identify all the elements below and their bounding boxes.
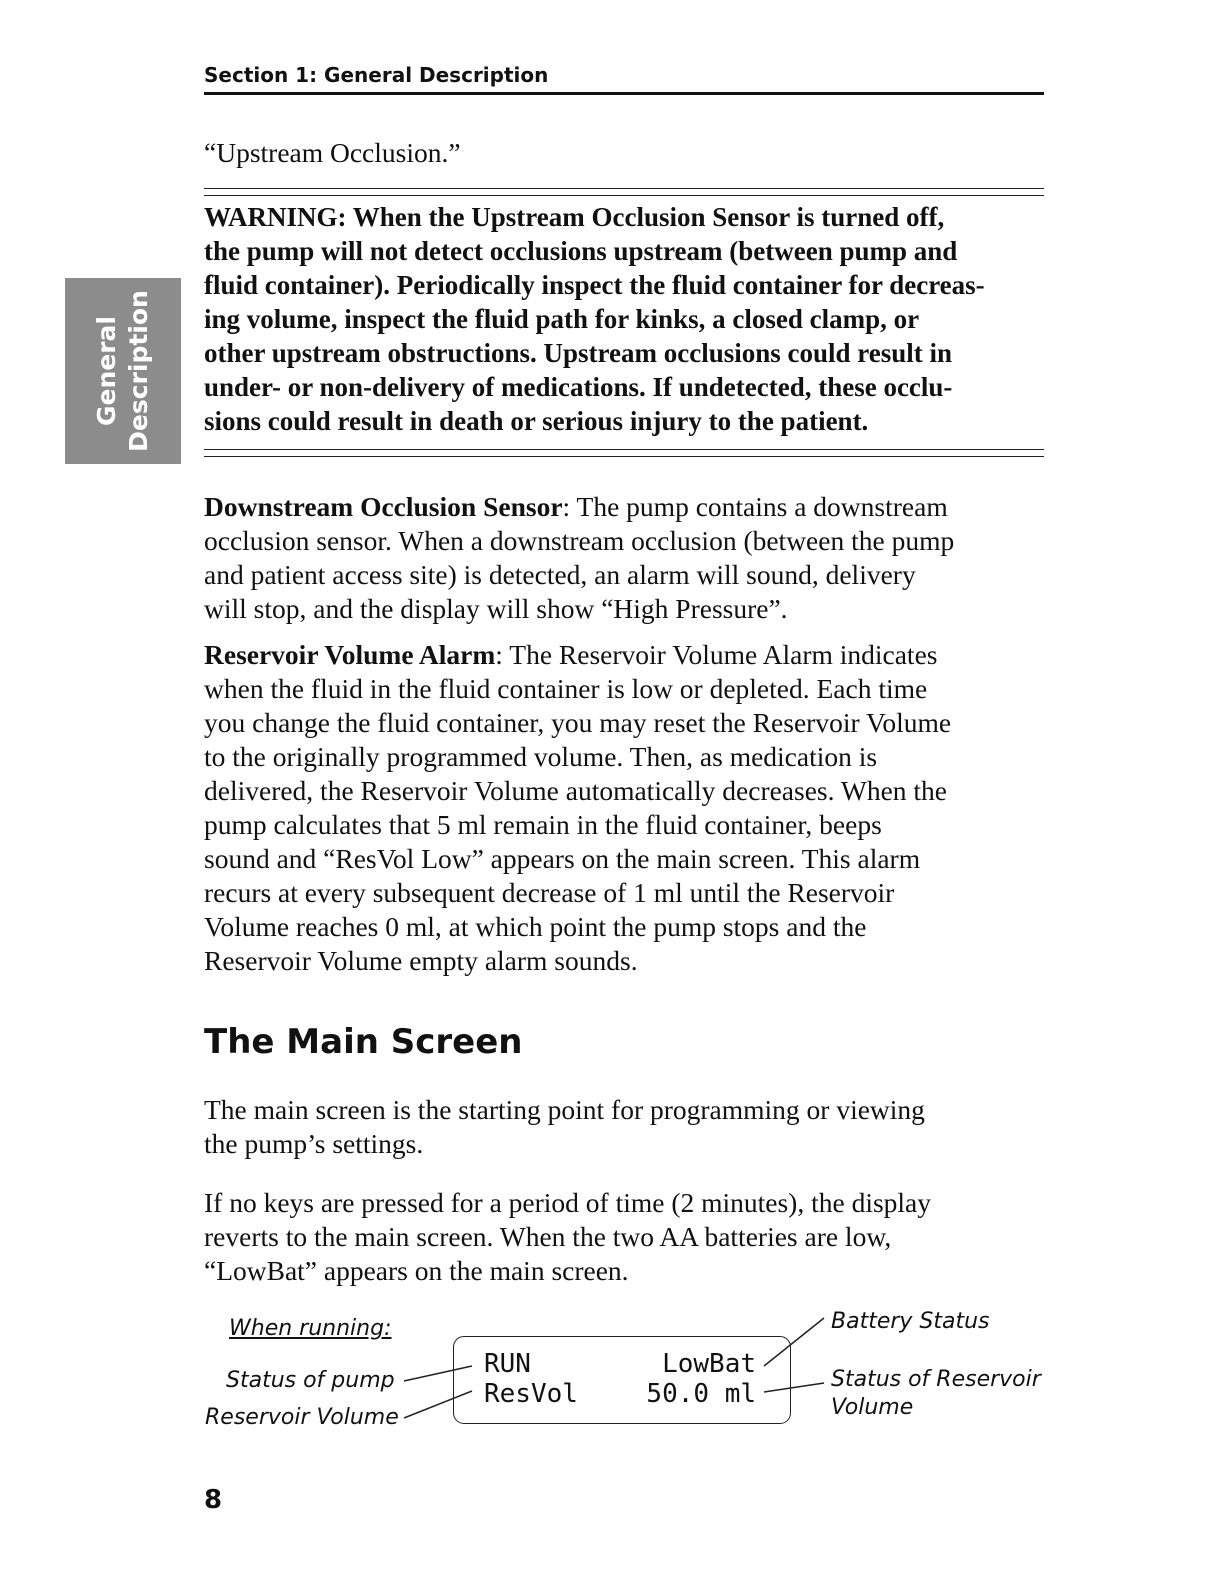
warning-line: under- or non-delivery of medications. If undetected, these occlu- [204,372,953,402]
downstream-term: Downstream Occlusion Sensor [204,491,563,522]
warning-line: the pump will not detect occlusions upstream (between pump and [204,236,958,266]
warning-line: WARNING: When the Upstream Occlusion Sensor is turned off, [204,202,945,232]
battery-status-label: Battery Status [831,1309,990,1334]
warning-line: fluid container). Periodically inspect the fluid container for decreas- [204,270,985,300]
reservoir-term: Reservoir Volume Alarm [204,639,496,670]
lcd-battery-status: LowBat [662,1349,756,1379]
paragraph-line: The main screen is the starting point for programming or viewing [204,1094,925,1125]
status-of-pump-label: Status of pump [226,1368,395,1393]
status-of-reservoir-label [831,1366,1041,1422]
page-number: 8 [204,1485,223,1515]
warning-line: ing volume, inspect the fluid path for kinks, a closed clamp, or [204,304,920,334]
side-tab-line-2: Description [124,290,153,452]
side-tab-line-1: General [92,316,121,426]
paragraph-line: you change the fluid container, you may reset the Reservoir Volume [204,707,952,738]
section-header [204,60,1044,95]
downstream-paragraph [204,490,1044,626]
paragraph-line: Downstream Occlusion Sensor: The pump contains a downstream [204,491,948,522]
paragraph-line: reverts to the main screen. When the two AA batteries are low, [204,1221,892,1252]
paragraph-line: the pump’s settings. [204,1128,424,1159]
side-tab-label [91,278,155,464]
paragraph-line: If no keys are pressed for a period of time (2 minutes), the display [204,1187,932,1218]
intro-fragment: “Upstream Occlusion.” [204,137,461,168]
paragraph-line: sound and “ResVol Low” appears on the main screen. This alarm [204,843,921,874]
warning-block [204,200,1044,438]
paragraph-line: occlusion sensor. When a downstream occlusion (between the pump [204,525,955,556]
paragraph-line: when the fluid in the fluid container is low or depleted. Each time [204,673,928,704]
paragraph-line: and patient access site) is detected, an alarm will sound, delivery [204,559,916,590]
paragraph-line: “LowBat” appears on the main screen. [204,1255,629,1286]
lcd-display [453,1336,791,1424]
paragraph-line: Reservoir Volume Alarm: The Reservoir Volume Alarm indicates [204,639,938,670]
status-of-reservoir-line-1: Status of Reservoir [831,1367,1041,1392]
main-screen-paragraph-1 [204,1093,1044,1161]
paragraph-line: recurs at every subsequent decrease of 1 ml until the Reservoir [204,877,895,908]
main-screen-heading: The Main Screen [204,1022,523,1062]
status-of-reservoir-line-2: Volume [831,1395,914,1420]
section-side-tab [65,278,181,464]
lcd-reservoir-label: ResVol [484,1379,578,1409]
reservoir-paragraph [204,638,1044,978]
warning-bottom-rule [204,449,1044,457]
paragraph-line: delivered, the Reservoir Volume automatically decreases. When the [204,775,948,806]
when-running-label: When running: [229,1316,392,1341]
section-title: Section 1: General Description [204,63,549,87]
main-screen-paragraph-2 [204,1186,1044,1288]
lcd-pump-status: RUN [484,1349,531,1379]
paragraph-line: will stop, and the display will show “High Pressure”. [204,593,788,624]
lcd-reservoir-value: 50.0 ml [646,1379,756,1409]
warning-line: sions could result in death or serious injury to the patient. [204,406,869,436]
warning-line: other upstream obstructions. Upstream occlusions could result in [204,338,953,368]
reservoir-volume-label: Reservoir Volume [205,1405,399,1430]
warning-top-rule [204,188,1044,196]
paragraph-line: pump calculates that 5 ml remain in the fluid container, beeps [204,809,882,840]
paragraph-line: Volume reaches 0 ml, at which point the pump stops and the [204,911,867,942]
paragraph-line: to the originally programmed volume. Then, as medication is [204,741,878,772]
paragraph-line: Reservoir Volume empty alarm sounds. [204,945,638,976]
